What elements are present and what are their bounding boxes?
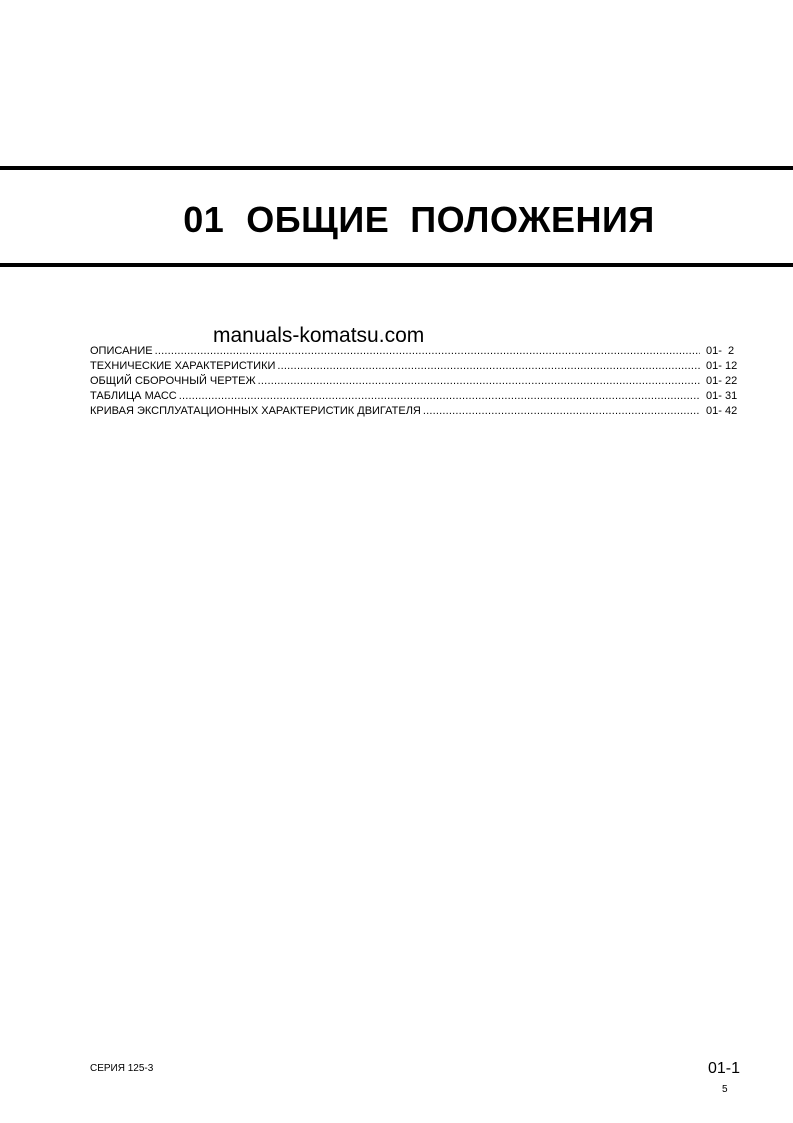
toc-entry[interactable]: [90, 389, 746, 404]
toc-entry[interactable]: [90, 404, 746, 419]
toc-entry[interactable]: [90, 359, 746, 374]
toc-entry-label: КРИВАЯ ЭКСПЛУАТАЦИОННЫХ ХАРАКТЕРИСТИК ДВИГАТЕЛЯ: [90, 405, 421, 417]
footer-series: СЕРИЯ 125-3: [90, 1063, 154, 1074]
toc-dot-leader: [277, 359, 700, 374]
toc-entry-label: ТЕХНИЧЕСКИЕ ХАРАКТЕРИСТИКИ: [90, 360, 276, 372]
toc-entry-label: ОПИСАНИЕ: [90, 345, 153, 357]
toc-entry[interactable]: [90, 374, 746, 389]
toc-entry-page: 01- 31: [706, 390, 738, 402]
toc-dot-leader: [258, 374, 700, 389]
toc-entry-page: 01- 42: [706, 405, 738, 417]
top-divider: [0, 166, 793, 170]
toc-entry-label: ТАБЛИЦА МАСС: [90, 390, 177, 402]
toc-dot-leader: [179, 389, 700, 404]
bottom-divider: [0, 263, 793, 267]
section-number: 01: [183, 199, 225, 240]
toc-entry-label: ОБЩИЙ СБОРОЧНЫЙ ЧЕРТЕЖ: [90, 375, 256, 387]
toc-entry[interactable]: [90, 344, 746, 359]
toc-dot-leader: [155, 344, 700, 359]
toc-entry-page: 01- 12: [706, 360, 738, 372]
toc-entry-page: 01- 2: [706, 345, 735, 357]
footer-sub-number: 5: [722, 1084, 728, 1095]
table-of-contents: [90, 344, 746, 419]
footer-page-number: 01-1: [708, 1060, 741, 1077]
section-title: [0, 198, 793, 242]
watermark-text: manuals-komatsu.com: [213, 324, 425, 347]
toc-entry-page: 01- 22: [706, 375, 738, 387]
toc-dot-leader: [423, 404, 700, 419]
section-title-text: ОБЩИЕ ПОЛОЖЕНИЯ: [246, 199, 655, 240]
